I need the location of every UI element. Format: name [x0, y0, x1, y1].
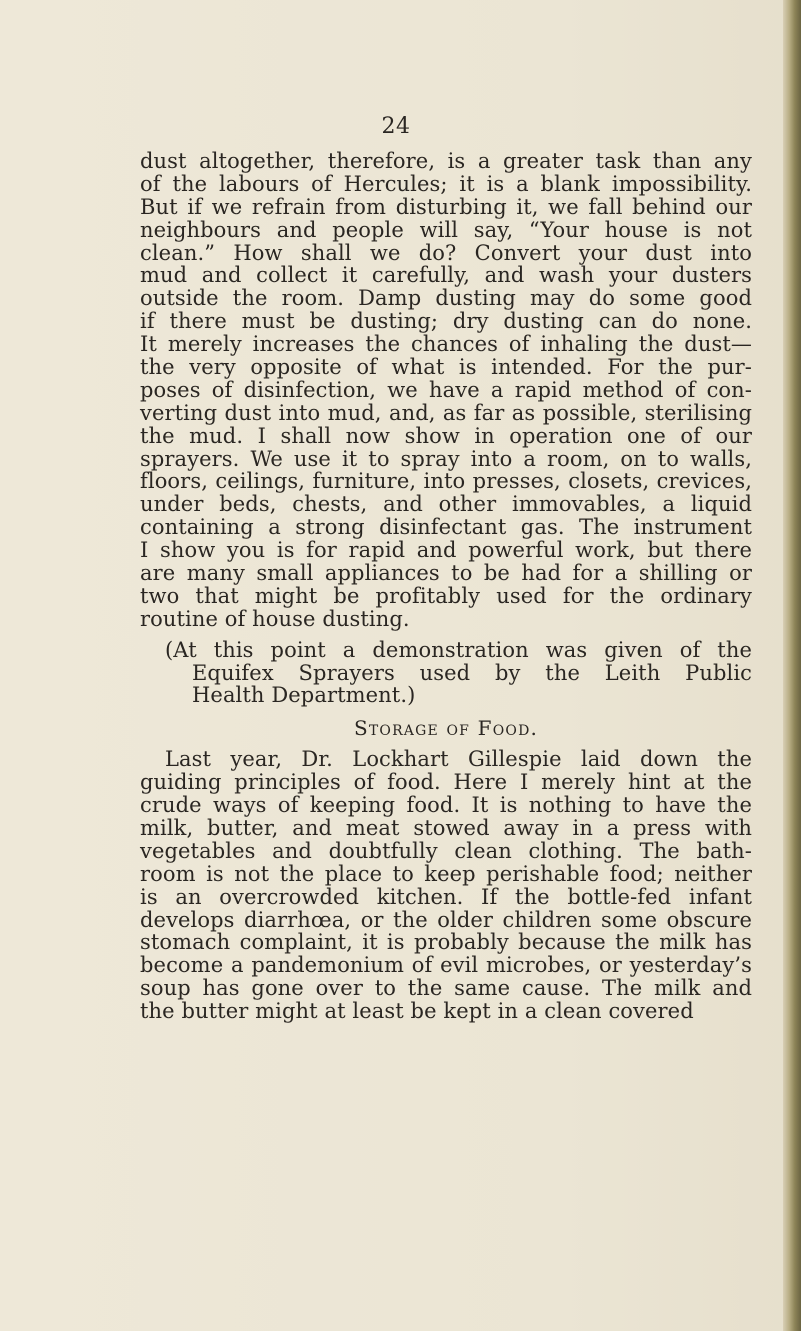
- text-line: containing a strong disinfectant gas. The instrument: [140, 515, 752, 540]
- text-line: under beds, chests, and other immovables, a liquid: [140, 492, 752, 517]
- text-line: milk, butter, and meat stowed away in a press with: [140, 815, 752, 840]
- text-line: Last year, Dr. Lockhart Gillespie laid down the: [165, 747, 752, 772]
- text-line: room is not the place to keep perishable food; neither: [140, 861, 752, 886]
- demonstration-note: [140, 639, 752, 708]
- body-text: [140, 150, 752, 1023]
- text-line: I show you is for rapid and powerful work, but there: [140, 538, 752, 563]
- text-line: become a pandemonium of evil microbes, or yesterday’s: [140, 953, 752, 978]
- section-heading: Storage of Food.: [353, 716, 539, 741]
- page-edge: [783, 0, 801, 1331]
- text-line: if there must be dusting; dry dusting can do none.: [140, 309, 752, 334]
- text-line: crude ways of keeping food. It is nothing to have the: [140, 793, 752, 818]
- text-line: routine of house dusting.: [140, 606, 410, 631]
- paragraph-storage-of-food: [140, 748, 752, 1023]
- text-line: the very opposite of what is intended. For the pur-: [140, 355, 752, 380]
- text-line: of the labours of Hercules; it is a blank impossibility.: [140, 171, 752, 196]
- text-line: is an overcrowded kitchen. If the bottle-fed infant: [140, 884, 752, 909]
- text-line: But if we refrain from disturbing it, we fall behind our: [140, 194, 752, 219]
- text-line: soup has gone over to the same cause. The milk and: [140, 976, 752, 1001]
- text-line: Health Department.): [192, 683, 416, 708]
- text-line: develops diarrhœa, or the older children some obscure: [140, 907, 752, 932]
- text-line: mud and collect it carefully, and wash your dusters: [140, 263, 752, 288]
- text-line: the butter might at least be kept in a clean covered: [140, 999, 694, 1024]
- text-line: stomach complaint, it is probably because the milk has: [140, 930, 752, 955]
- text-line: dust altogether, therefore, is a greater task than any: [140, 149, 752, 173]
- text-line: clean.” How shall we do? Convert your dust into: [140, 240, 752, 265]
- text-line: Equifex Sprayers used by the Leith Public: [192, 660, 752, 685]
- text-line: floors, ceilings, furniture, into presses, closets, crevices,: [140, 469, 752, 494]
- text-line: verting dust into mud, and, as far as possible, sterilising: [140, 400, 752, 425]
- text-line: neighbours and people will say, “Your house is not: [140, 217, 752, 242]
- text-line: the mud. I shall now show in operation one of our: [140, 423, 752, 448]
- text-line: It merely increases the chances of inhaling the dust—: [140, 332, 752, 357]
- text-line: are many small appliances to be had for a shilling or: [140, 561, 752, 586]
- text-line: sprayers. We use it to spray into a room, on to walls,: [140, 446, 752, 471]
- text-line: guiding principles of food. Here I merely hint at the: [140, 770, 752, 795]
- text-line: two that might be profitably used for the ordinary: [140, 583, 752, 608]
- text-line: (At this point a demonstration was given of the: [165, 637, 752, 662]
- text-line: poses of disinfection, we have a rapid method of con-: [140, 377, 752, 402]
- text-line: vegetables and doubtfully clean clothing. The bath-: [140, 838, 752, 863]
- text-line: outside the room. Damp dusting may do some good: [140, 286, 752, 311]
- paragraph-dusting: [140, 150, 752, 631]
- page-number: 24: [381, 114, 411, 139]
